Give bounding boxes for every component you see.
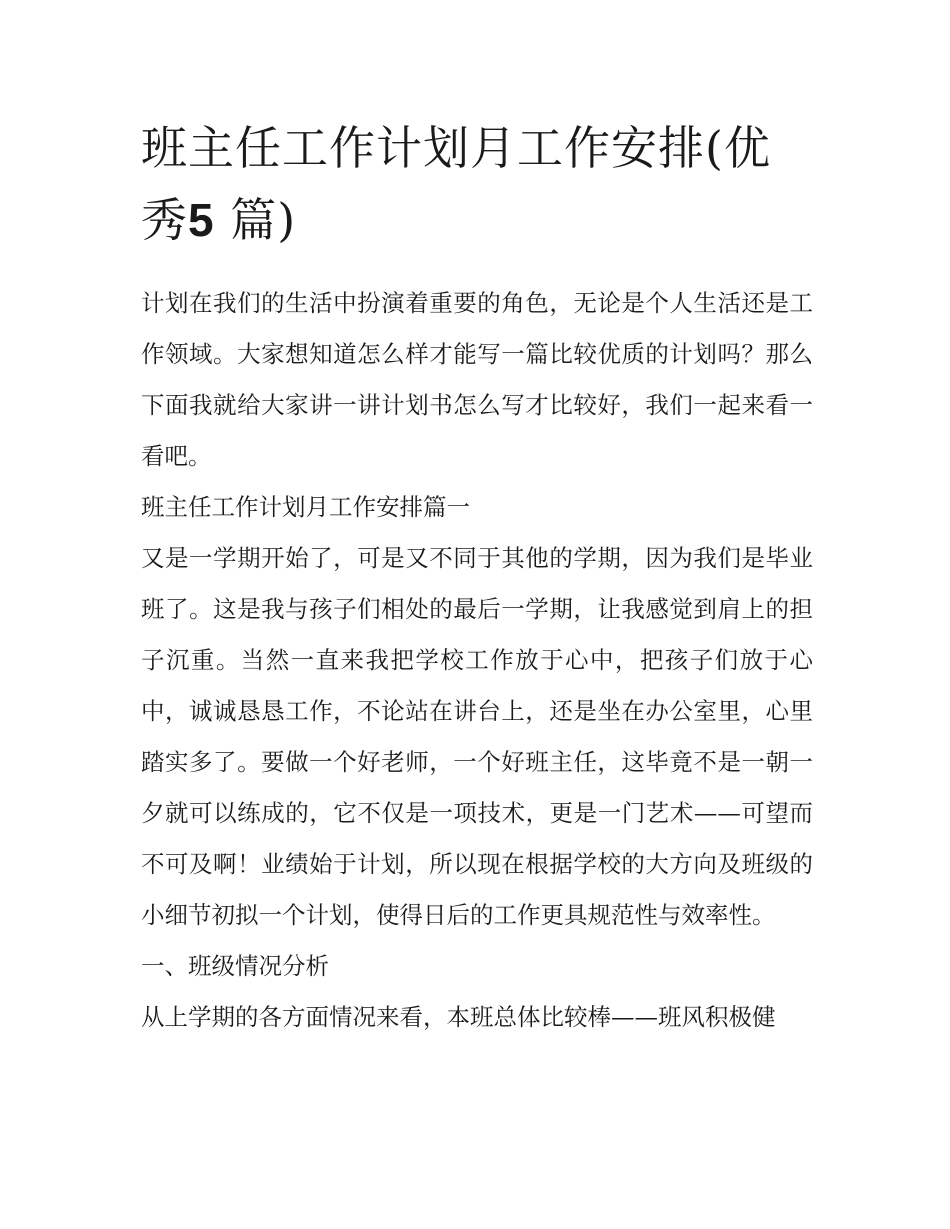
- section-heading-1: 班主任工作计划月工作安排篇一: [141, 493, 470, 521]
- document-body: [141, 112, 813, 1043]
- subsection-heading: 一、班级情况分析: [141, 952, 329, 980]
- title-number: 5: [188, 194, 215, 246]
- document-title: [141, 112, 813, 256]
- title-text-part2: 篇): [230, 193, 297, 247]
- body-paragraph: 又是一学期开始了，可是又不同于其他的学期，因为我们是毕业班了。这是我与孩子们相处的最后一学期，让我感觉到肩上的担子沉重。当然一直来我把学校工作放于心中，把孩子们放于心中，诚诚恳恳工作，不论站在讲台上，还是坐在办公室里，心里踏实多了。要做一个好老师，一个好班主任，这毕竟不是一朝一夕就可以练成的，它不仅是一项技术，更是一门艺术——可望而不可及啊！业绩始于计划，所以现在根据学校的大方向及班级的小细节初拟一个计划，使得日后的工作更具规范性与效率性。: [141, 544, 813, 929]
- intro-paragraph: 计划在我们的生活中扮演着重要的角色，无论是个人生活还是工作领域。大家想知道怎么样才能写一篇比较优质的计划吗？那么下面我就给大家讲一讲计划书怎么写才比较好，我们一起来看一看吧。: [141, 289, 813, 470]
- title-text-part1: 班主任工作计划月工作安排(优秀: [141, 121, 771, 247]
- body-paragraph-continued: 从上学期的各方面情况来看，本班总体比较棒——班风积极健: [141, 1003, 776, 1031]
